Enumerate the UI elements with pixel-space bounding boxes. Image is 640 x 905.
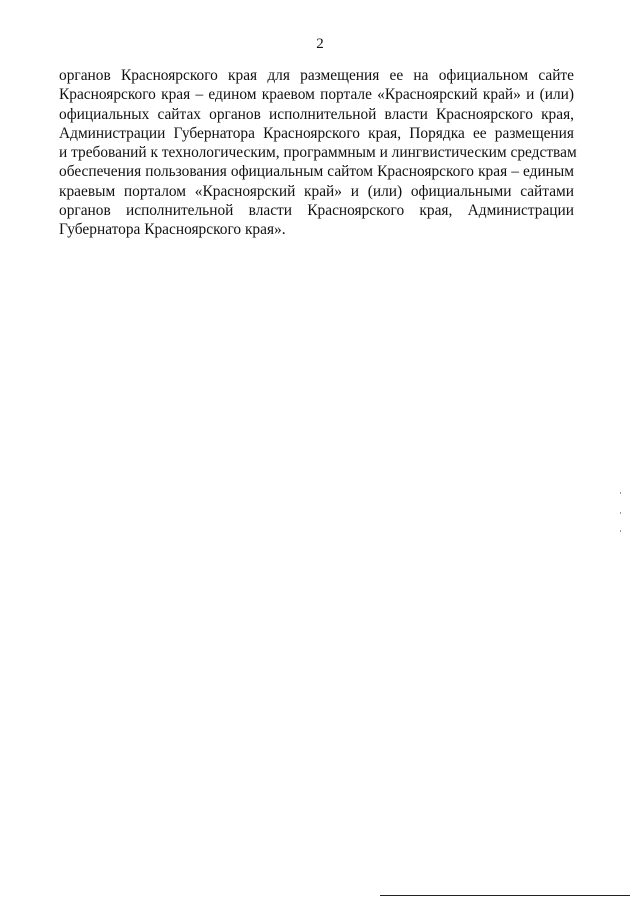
page-number: 2 — [316, 36, 324, 52]
text-line: органов исполнительной власти Красноярского края, Администрации — [59, 202, 574, 220]
body-paragraph — [59, 66, 577, 240]
scan-artifact — [620, 530, 621, 532]
text-line: обеспечения пользования официальным сайтом Красноярского края – единым — [59, 163, 574, 181]
text-line: Администрации Губернатора Красноярского края, Порядка ее размещения — [59, 124, 574, 142]
text-line: органов Красноярского края для размещения ее на официальном сайте — [59, 67, 574, 84]
scan-artifact — [620, 492, 621, 494]
text-line: официальных сайтах органов исполнительной власти Красноярского края, — [59, 105, 574, 123]
scan-edge-line — [380, 895, 630, 896]
scan-artifact — [620, 512, 621, 514]
text-line: Красноярского края – едином краевом портале «Красноярский край» и (или) — [59, 86, 574, 104]
text-line: Губернатора Красноярского края». — [59, 221, 286, 239]
text-line: краевым порталом «Красноярский край» и (или) официальными сайтами — [59, 182, 574, 200]
text-line: и требований к технологическим, программным и лингвистическим средствам — [59, 144, 577, 162]
